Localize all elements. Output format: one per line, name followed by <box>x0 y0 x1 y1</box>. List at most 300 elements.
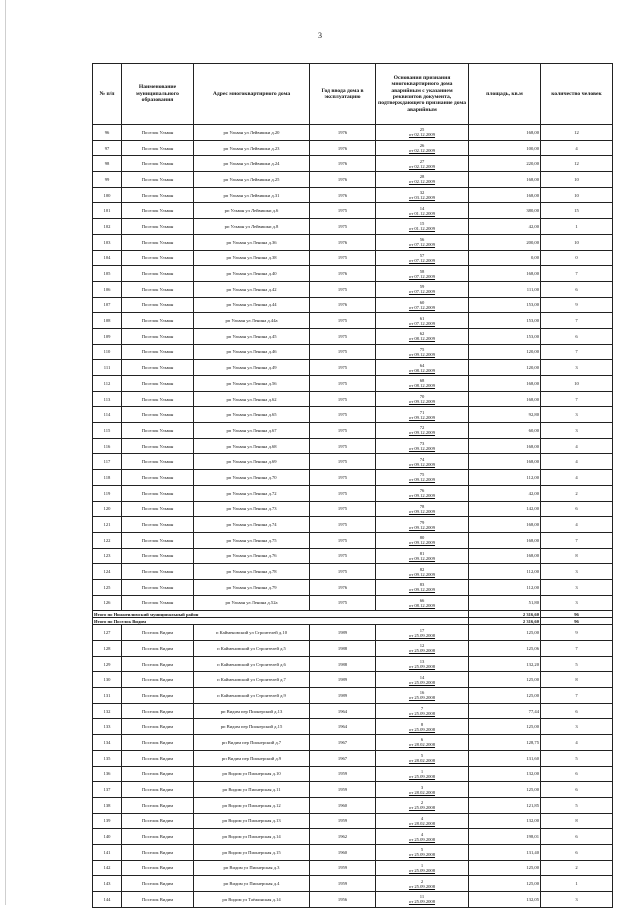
row-people: 8 <box>541 813 613 829</box>
row-number: 139 <box>93 813 122 829</box>
basis-doc-date: от 25.09.2008 <box>408 664 436 670</box>
row-address: рп Ульван ул Ленина д.49 <box>194 360 310 376</box>
basis-doc-date: от 25.09.2008 <box>408 836 436 842</box>
row-area: 92,80 <box>469 407 541 423</box>
basis-doc-date: от 08.12.2009 <box>408 367 436 373</box>
table-row <box>93 501 613 517</box>
row-municipality: Поселок Ульван <box>122 564 194 580</box>
row-area: 125,00 <box>469 860 541 876</box>
basis-doc-date: от 09.12.2009 <box>408 493 436 499</box>
row-address: рп Ульван ул Лейвишки д.23 <box>194 140 310 156</box>
row-year: 1964 <box>310 703 376 719</box>
table-row <box>93 470 613 486</box>
row-basis <box>376 672 469 688</box>
row-municipality: Поселок Видим <box>122 782 194 798</box>
row-address: рп Ульван ул Ленина д.68 <box>194 438 310 454</box>
row-people: 7 <box>541 688 613 704</box>
row-address: рп Видим ул Пионерская д.15 <box>194 844 310 860</box>
basis-doc-date: от 07.12.2009 <box>408 320 436 326</box>
basis-doc-number: 73 <box>419 441 425 447</box>
row-number: 97 <box>93 140 122 156</box>
row-municipality: Поселок Ульван <box>122 187 194 203</box>
row-municipality: Поселок Ульван <box>122 532 194 548</box>
row-address: рп Ульван ул Ленина д.52а <box>194 595 310 611</box>
table-row <box>93 219 613 235</box>
row-municipality: Поселок Ульван <box>122 297 194 313</box>
emergency-housing-table <box>92 63 613 908</box>
row-area: 120,00 <box>469 360 541 376</box>
scan-edge-line <box>5 0 6 905</box>
row-people: 6 <box>541 703 613 719</box>
basis-doc-date: от 28.02.2008 <box>408 758 436 764</box>
basis-doc-date: от 07.12.2009 <box>408 289 436 295</box>
row-area: 168,00 <box>469 172 541 188</box>
basis-doc-number: 57 <box>419 252 425 258</box>
row-people: 5 <box>541 750 613 766</box>
row-area: 112,00 <box>469 564 541 580</box>
row-area: 125,06 <box>469 641 541 657</box>
basis-doc-number: 58 <box>419 268 425 274</box>
basis-doc-number: 12 <box>419 643 425 649</box>
row-area: 168,00 <box>469 532 541 548</box>
row-address: п Кайменовский ул Строителей д.6 <box>194 656 310 672</box>
row-area: 132,05 <box>469 892 541 908</box>
row-people: 12 <box>541 125 613 141</box>
basis-doc-date: от 08.12.2009 <box>408 336 436 342</box>
row-number: 111 <box>93 360 122 376</box>
table-row <box>93 750 613 766</box>
row-area: 112,00 <box>469 470 541 486</box>
row-number: 128 <box>93 641 122 657</box>
row-basis <box>376 234 469 250</box>
basis-doc-date: от 09.12.2009 <box>408 351 436 357</box>
basis-doc-date: от 07.12.2009 <box>408 257 436 263</box>
basis-doc-date: от 02.12.2009 <box>408 163 436 169</box>
row-basis <box>376 782 469 798</box>
row-year: 1962 <box>310 829 376 845</box>
basis-doc-number: 28 <box>419 174 425 180</box>
row-address: рп Ульван ул Ленина д.73 <box>194 501 310 517</box>
row-area: 42,00 <box>469 485 541 501</box>
row-people: 3 <box>541 579 613 595</box>
row-number: 125 <box>93 579 122 595</box>
row-area: 380,00 <box>469 203 541 219</box>
row-municipality: Поселок Видим <box>122 703 194 719</box>
row-area: 168,00 <box>469 187 541 203</box>
total-area: 2 316,60 <box>469 618 541 625</box>
basis-doc-date: от 07.12.2009 <box>408 273 436 279</box>
row-address: рп Видим ул Пионерская д.14 <box>194 829 310 845</box>
row-number: 100 <box>93 187 122 203</box>
row-municipality: Поселок Ульван <box>122 156 194 172</box>
row-number: 107 <box>93 297 122 313</box>
basis-doc-date: от 25.09.2008 <box>408 899 436 905</box>
table-row <box>93 532 613 548</box>
row-address: рп Ульван ул Лейвишки д.24 <box>194 156 310 172</box>
basis-doc-number: 2 <box>420 878 424 884</box>
row-basis <box>376 219 469 235</box>
row-number: 120 <box>93 501 122 517</box>
row-year: 1975 <box>310 360 376 376</box>
row-year: 1989 <box>310 672 376 688</box>
row-address: рп Ульван ул Ленина д.46 <box>194 344 310 360</box>
table-row <box>93 454 613 470</box>
basis-doc-number: 59 <box>419 284 425 290</box>
row-number: 122 <box>93 532 122 548</box>
row-municipality: Поселок Ульван <box>122 344 194 360</box>
basis-doc-number: 70 <box>419 394 425 400</box>
row-year: 1989 <box>310 688 376 704</box>
row-address: рп Ульван ул Ленина д.75 <box>194 532 310 548</box>
row-municipality: Поселок Видим <box>122 844 194 860</box>
row-municipality: Поселок Видим <box>122 672 194 688</box>
row-municipality: Поселок Видим <box>122 641 194 657</box>
table-row <box>93 140 613 156</box>
row-area: 42,00 <box>469 219 541 235</box>
row-basis <box>376 485 469 501</box>
basis-doc-number: 4 <box>420 831 424 837</box>
row-people: 6 <box>541 281 613 297</box>
basis-doc-date: от 02.12.2009 <box>408 148 436 154</box>
row-people: 10 <box>541 376 613 392</box>
basis-doc-number: 5 <box>420 753 424 759</box>
row-address: рп Видим ул Пионерская д.3 <box>194 860 310 876</box>
row-address: рп Ульван ул Лейвишки д.25 <box>194 172 310 188</box>
table-row <box>93 579 613 595</box>
basis-doc-number: 75 <box>419 472 425 478</box>
row-number: 129 <box>93 656 122 672</box>
table-row <box>93 625 613 641</box>
basis-doc-date: от 08.12.2009 <box>408 602 436 608</box>
row-year: 1976 <box>310 266 376 282</box>
row-municipality: Поселок Видим <box>122 797 194 813</box>
row-basis <box>376 719 469 735</box>
row-number: 135 <box>93 750 122 766</box>
row-basis <box>376 829 469 845</box>
table-row <box>93 876 613 892</box>
row-year: 1975 <box>310 470 376 486</box>
row-municipality: Поселок Видим <box>122 625 194 641</box>
basis-doc-date: от 09.12.2009 <box>408 446 436 452</box>
row-address: рп Ульван ул Ленина д.74 <box>194 517 310 533</box>
table-row <box>93 344 613 360</box>
basis-doc-number: 64 <box>419 362 425 368</box>
row-address: рп Ульван ул Ленина д.44 <box>194 297 310 313</box>
row-address: рп Видим ул Пионерская д.12 <box>194 797 310 813</box>
row-number: 104 <box>93 250 122 266</box>
row-municipality: Поселок Ульван <box>122 391 194 407</box>
basis-doc-date: от 28.02.2008 <box>408 789 436 795</box>
basis-doc-date: от 09.12.2009 <box>408 461 436 467</box>
row-year: 1975 <box>310 454 376 470</box>
total-area: 2 316,60 <box>469 611 541 618</box>
table-row <box>93 548 613 564</box>
row-number: 121 <box>93 517 122 533</box>
row-address: п Кайменовский ул Строителей д.7 <box>194 672 310 688</box>
basis-doc-date: от 01.12.2009 <box>408 210 436 216</box>
row-basis <box>376 641 469 657</box>
row-people: 4 <box>541 517 613 533</box>
table-row <box>93 172 613 188</box>
row-area: 153,00 <box>469 313 541 329</box>
table-row <box>93 328 613 344</box>
row-number: 140 <box>93 829 122 845</box>
row-area: 132,20 <box>469 656 541 672</box>
row-municipality: Поселок Ульван <box>122 454 194 470</box>
row-number: 96 <box>93 125 122 141</box>
table-row <box>93 234 613 250</box>
row-municipality: Поселок Ульван <box>122 281 194 297</box>
basis-doc-date: от 09.12.2009 <box>408 555 436 561</box>
row-year: 1960 <box>310 844 376 860</box>
row-year: 1967 <box>310 750 376 766</box>
row-people: 10 <box>541 234 613 250</box>
row-people: 5 <box>541 656 613 672</box>
row-basis <box>376 656 469 672</box>
row-number: 127 <box>93 625 122 641</box>
row-people: 8 <box>541 548 613 564</box>
table-row <box>93 376 613 392</box>
table-row <box>93 281 613 297</box>
page-number: 3 <box>318 31 322 40</box>
row-year: 1976 <box>310 140 376 156</box>
total-row <box>93 618 613 625</box>
total-people: 96 <box>541 611 613 618</box>
row-people: 7 <box>541 391 613 407</box>
row-basis <box>376 454 469 470</box>
basis-doc-date: от 09.12.2009 <box>408 587 436 593</box>
row-municipality: Поселок Ульван <box>122 548 194 564</box>
row-number: 144 <box>93 892 122 908</box>
row-basis <box>376 360 469 376</box>
total-label: Итого по Нижнеилимский муниципальный район <box>93 611 469 618</box>
row-number: 99 <box>93 172 122 188</box>
row-area: 168,00 <box>469 266 541 282</box>
basis-doc-number: 79 <box>419 519 425 525</box>
basis-doc-number: 4 <box>420 815 424 821</box>
row-municipality: Поселок Ульван <box>122 250 194 266</box>
row-address: рп Ульван ул Ленина д.69 <box>194 454 310 470</box>
row-address: рп Ульван ул Ленина д.36 <box>194 234 310 250</box>
row-basis <box>376 328 469 344</box>
row-address: рп Ульван ул Ленина д.45 <box>194 328 310 344</box>
row-people: 4 <box>541 140 613 156</box>
row-municipality: Поселок Видим <box>122 813 194 829</box>
row-municipality: Поселок Видим <box>122 656 194 672</box>
table-header-row <box>93 64 613 125</box>
row-area: 131,60 <box>469 750 541 766</box>
row-area: 112,00 <box>469 579 541 595</box>
row-people: 3 <box>541 423 613 439</box>
basis-doc-number: 32 <box>419 190 425 196</box>
row-basis <box>376 376 469 392</box>
row-municipality: Поселок Видим <box>122 892 194 908</box>
row-people: 6 <box>541 501 613 517</box>
row-people: 4 <box>541 470 613 486</box>
header-area: площадь, кв.м <box>469 64 541 125</box>
row-basis <box>376 266 469 282</box>
total-row <box>93 611 613 618</box>
basis-doc-number: 13 <box>419 659 425 665</box>
row-municipality: Поселок Ульван <box>122 579 194 595</box>
row-people: 1 <box>541 219 613 235</box>
table-row <box>93 860 613 876</box>
row-municipality: Поселок Видим <box>122 766 194 782</box>
row-basis <box>376 797 469 813</box>
basis-doc-number: 62 <box>419 331 425 337</box>
row-people: 4 <box>541 735 613 751</box>
row-number: 136 <box>93 766 122 782</box>
basis-doc-date: от 25.09.2008 <box>408 773 436 779</box>
row-number: 142 <box>93 860 122 876</box>
row-people: 4 <box>541 438 613 454</box>
row-year: 1967 <box>310 735 376 751</box>
row-address: рп Видим ул Пионерская д.11 <box>194 782 310 798</box>
row-year: 1975 <box>310 328 376 344</box>
row-basis <box>376 250 469 266</box>
basis-doc-number: 81 <box>419 550 425 556</box>
row-municipality: Поселок Ульван <box>122 470 194 486</box>
row-number: 103 <box>93 234 122 250</box>
row-area: 153,00 <box>469 328 541 344</box>
row-basis <box>376 532 469 548</box>
row-people: 6 <box>541 844 613 860</box>
basis-doc-number: 66 <box>419 597 425 603</box>
row-number: 110 <box>93 344 122 360</box>
header-year: Год ввода дома в эксплуатацию <box>310 64 376 125</box>
row-number: 130 <box>93 672 122 688</box>
row-year: 1976 <box>310 579 376 595</box>
row-year: 1975 <box>310 423 376 439</box>
table-row <box>93 187 613 203</box>
row-area: 0,00 <box>469 250 541 266</box>
row-number: 143 <box>93 876 122 892</box>
row-number: 137 <box>93 782 122 798</box>
row-year: 1975 <box>310 517 376 533</box>
row-number: 114 <box>93 407 122 423</box>
row-area: 111,00 <box>469 281 541 297</box>
row-year: 1975 <box>310 281 376 297</box>
basis-doc-number: 8 <box>420 721 424 727</box>
basis-doc-number: 5 <box>420 847 424 853</box>
row-area: 125,00 <box>469 672 541 688</box>
table-row <box>93 688 613 704</box>
basis-doc-date: от 02.12.2009 <box>408 132 436 138</box>
row-municipality: Поселок Ульван <box>122 517 194 533</box>
row-number: 124 <box>93 564 122 580</box>
row-municipality: Поселок Видим <box>122 829 194 845</box>
table-row <box>93 360 613 376</box>
row-basis <box>376 501 469 517</box>
row-municipality: Поселок Видим <box>122 735 194 751</box>
row-municipality: Поселок Ульван <box>122 140 194 156</box>
row-people: 3 <box>541 564 613 580</box>
row-basis <box>376 156 469 172</box>
row-municipality: Поселок Ульван <box>122 313 194 329</box>
row-area: 168,00 <box>469 517 541 533</box>
row-basis <box>376 876 469 892</box>
row-number: 109 <box>93 328 122 344</box>
basis-doc-date: от 09.12.2009 <box>408 524 436 530</box>
table-row <box>93 672 613 688</box>
row-area: 60,00 <box>469 423 541 439</box>
row-people: 3 <box>541 407 613 423</box>
row-address: рп Ульван ул Ленина д.42 <box>194 281 310 297</box>
row-basis <box>376 297 469 313</box>
row-year: 1964 <box>310 719 376 735</box>
basis-doc-date: от 09.12.2009 <box>408 399 436 405</box>
basis-doc-number: 3 <box>420 784 424 790</box>
row-basis <box>376 750 469 766</box>
table-row <box>93 125 613 141</box>
row-area: 131,40 <box>469 844 541 860</box>
row-year: 1976 <box>310 187 376 203</box>
row-year: 1959 <box>310 876 376 892</box>
basis-doc-number: 75 <box>419 346 425 352</box>
row-people: 10 <box>541 187 613 203</box>
row-address: рп Ульван ул Ленина д.79 <box>194 579 310 595</box>
row-year: 1975 <box>310 313 376 329</box>
row-number: 132 <box>93 703 122 719</box>
row-area: 168,00 <box>469 438 541 454</box>
row-area: 168,00 <box>469 391 541 407</box>
row-municipality: Поселок Ульван <box>122 438 194 454</box>
basis-doc-date: от 09.12.2009 <box>408 430 436 436</box>
row-area: 77,44 <box>469 703 541 719</box>
row-year: 1975 <box>310 250 376 266</box>
row-people: 7 <box>541 344 613 360</box>
row-number: 119 <box>93 485 122 501</box>
row-municipality: Поселок Ульван <box>122 501 194 517</box>
row-number: 123 <box>93 548 122 564</box>
table-row <box>93 517 613 533</box>
row-area: 168,00 <box>469 376 541 392</box>
row-people: 6 <box>541 766 613 782</box>
basis-doc-date: от 25.09.2008 <box>408 726 436 732</box>
row-basis <box>376 766 469 782</box>
table-row <box>93 250 613 266</box>
row-number: 98 <box>93 156 122 172</box>
row-people: 6 <box>541 782 613 798</box>
row-number: 113 <box>93 391 122 407</box>
basis-doc-number: 16 <box>419 690 425 696</box>
basis-doc-date: от 09.12.2009 <box>408 540 436 546</box>
row-year: 1976 <box>310 125 376 141</box>
basis-doc-date: от 09.12.2009 <box>408 414 436 420</box>
table-row <box>93 564 613 580</box>
row-year: 1975 <box>310 532 376 548</box>
row-municipality: Поселок Видим <box>122 876 194 892</box>
row-municipality: Поселок Ульван <box>122 485 194 501</box>
basis-doc-date: от 25.09.2008 <box>408 679 436 685</box>
table-row <box>93 656 613 672</box>
table-row <box>93 766 613 782</box>
basis-doc-number: 6 <box>420 737 424 743</box>
row-year: 1988 <box>310 641 376 657</box>
basis-doc-number: 71 <box>419 409 425 415</box>
basis-doc-number: 26 <box>419 143 425 149</box>
basis-doc-number: 1 <box>420 768 424 774</box>
row-address: рп Ульван ул Лейвишки д.31 <box>194 187 310 203</box>
row-area: 168,00 <box>469 125 541 141</box>
row-people: 7 <box>541 532 613 548</box>
row-address: рп Ульван ул Ленина д.62 <box>194 391 310 407</box>
row-area: 153,00 <box>469 297 541 313</box>
table-row <box>93 313 613 329</box>
row-address: п Кайменовский ул Строителей д.5 <box>194 641 310 657</box>
row-area: 125,00 <box>469 688 541 704</box>
row-people: 2 <box>541 485 613 501</box>
